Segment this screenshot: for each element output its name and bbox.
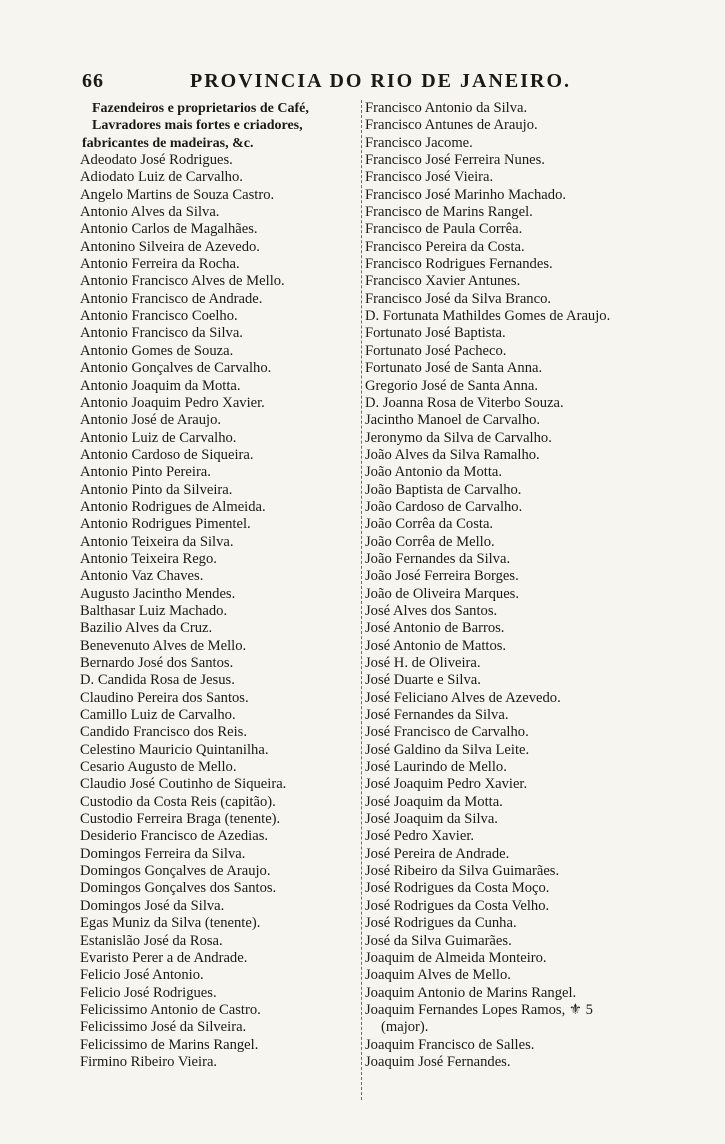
name-entry: Egas Muniz da Silva (tenente). [80, 915, 261, 932]
name-entry: José Ribeiro da Silva Guimarães. [365, 863, 560, 880]
name-entry: Antonio Luiz de Carvalho. [80, 429, 237, 446]
name-entry: Evaristo Perer a de Andrade. [80, 949, 248, 966]
name-entry: Antonio Joaquim da Motta. [80, 377, 241, 394]
name-entry: Francisco de Paula Corrêa. [365, 221, 523, 238]
name-entry: José Rodrigues da Cunha. [365, 915, 517, 932]
left-column [80, 100, 365, 1071]
name-entry: João Cardoso de Carvalho. [365, 498, 523, 515]
name-entry: Joaquim Fernandes Lopes Ramos, ⚜ 5 [365, 1001, 593, 1018]
name-entry: Joaquim José Fernandes. [365, 1053, 511, 1070]
name-entry: D. Fortunata Mathildes Gomes de Araujo. [365, 308, 611, 325]
name-entry: Antonio Ferreira da Rocha. [80, 256, 240, 273]
name-entry: João de Oliveira Marques. [365, 585, 519, 602]
name-entry: Francisco José da Silva Branco. [365, 290, 552, 307]
name-entry: Antonio Teixeira da Silva. [80, 533, 234, 550]
name-entry: José Galdino da Silva Leite. [365, 741, 530, 758]
name-entry: João Corrêa de Mello. [365, 533, 495, 550]
name-entry: Camillo Luiz de Carvalho. [80, 707, 236, 724]
name-entry: José Joaquim da Motta. [365, 793, 503, 810]
name-entry: Francisco Rodrigues Fernandes. [365, 256, 553, 273]
name-entry: Felicissimo José da Silveira. [80, 1019, 247, 1036]
name-entry: Antonio Carlos de Magalhães. [80, 221, 258, 238]
name-entry: Gregorio José de Santa Anna. [365, 377, 539, 394]
name-entry: Joaquim Francisco de Salles. [365, 1036, 535, 1053]
name-entry: Angelo Martins de Souza Castro. [80, 186, 275, 203]
name-entry: Antonio Joaquim Pedro Xavier. [80, 394, 265, 411]
name-entry: Domingos Gonçalves de Araujo. [80, 863, 271, 880]
name-entry: Antonio Gonçalves de Carvalho. [80, 360, 272, 377]
section-heading-line: Fazendeiros e proprietarios de Café, [92, 101, 309, 116]
name-entry: José Joaquim da Silva. [365, 811, 498, 828]
name-entry: Antonio Pinto Pereira. [80, 464, 211, 481]
name-entry: Francisco Jacome. [365, 134, 473, 151]
name-entry: Bernardo José dos Santos. [80, 655, 234, 671]
name-entry: Antonio José de Araujo. [80, 412, 222, 429]
name-entry: João Corrêa da Costa. [365, 516, 494, 533]
name-entry: Celestino Mauricio Quintanilha. [80, 741, 269, 758]
name-entry: Adeodato José Rodrigues. [80, 152, 233, 169]
name-entry: José Antonio de Barros. [365, 620, 505, 637]
name-entry: Domingos Gonçalves dos Santos. [80, 880, 277, 897]
name-entry: João Fernandes da Silva. [365, 550, 511, 567]
name-entry: Fortunato José Pacheco. [365, 342, 507, 359]
section-heading-line: fabricantes de madeiras, &c. [82, 135, 254, 151]
name-entry: João Alves da Silva Ramalho. [365, 446, 540, 463]
name-entry: Joaquim de Almeida Monteiro. [365, 949, 547, 966]
section-heading [80, 100, 365, 152]
name-entry: José Rodrigues da Costa Velho. [365, 897, 550, 914]
name-entry: José Laurindo de Mello. [365, 759, 507, 776]
name-entry: Francisco José Vieira. [365, 169, 494, 186]
name-entry: Claudio José Coutinho de Siqueira. [80, 776, 287, 793]
name-entry: Antonio Vaz Chaves. [80, 568, 204, 585]
page-header [82, 70, 642, 100]
name-entry: José Antonio de Mattos. [365, 637, 507, 654]
name-entry: José da Silva Guimarães. [365, 932, 512, 949]
name-entry: Jeronymo da Silva de Carvalho. [365, 429, 552, 446]
page-number: 66 [82, 70, 104, 92]
name-entry: D. Candida Rosa de Jesus. [80, 672, 235, 689]
name-entry: Antonio Rodrigues de Almeida. [80, 498, 266, 515]
name-entry: José Duarte e Silva. [365, 672, 481, 689]
right-column [365, 100, 665, 1071]
name-entry: Francisco de Marins Rangel. [365, 204, 533, 221]
name-entry: José Pereira de Andrade. [365, 845, 510, 862]
name-entry: José Alves dos Santos. [365, 602, 498, 619]
name-entry: Bazilio Alves da Cruz. [80, 620, 213, 637]
name-entry: José H. de Oliveira. [365, 655, 481, 671]
name-entry: Francisco Pereira da Costa. [365, 238, 525, 255]
name-entry: João José Ferreira Borges. [365, 568, 519, 585]
name-entry: Felicio José Antonio. [80, 967, 204, 984]
name-entry: Felicissimo de Marins Rangel. [80, 1036, 259, 1053]
name-entry: Francisco Antonio da Silva. [365, 100, 528, 116]
name-entry: Fortunato José Baptista. [365, 325, 506, 342]
name-entry: Cesario Augusto de Mello. [80, 759, 237, 776]
name-entry: Antonio Rodrigues Pimentel. [80, 516, 251, 533]
name-entry: José Rodrigues da Costa Moço. [365, 880, 550, 897]
name-entry: Custodio Ferreira Braga (tenente). [80, 811, 281, 828]
right-name-list [365, 100, 665, 1071]
name-entry: Antonio Pinto da Silveira. [80, 481, 233, 498]
name-entry: Antonio Teixeira Rego. [80, 550, 217, 567]
name-entry: Joaquim Alves de Mello. [365, 967, 511, 984]
name-entry: Domingos Ferreira da Silva. [80, 845, 246, 862]
name-entry: Firmino Ribeiro Vieira. [80, 1053, 218, 1070]
name-entry: Antonio Alves da Silva. [80, 204, 220, 221]
running-title: PROVINCIA DO RIO DE JANEIRO. [190, 70, 572, 92]
name-entry: Felicissimo Antonio de Castro. [80, 1001, 261, 1018]
name-entry: Domingos José da Silva. [80, 897, 225, 914]
name-entry: Antonino Silveira de Azevedo. [80, 238, 260, 255]
name-entry: Estanislão José da Rosa. [80, 932, 223, 949]
name-entry: Antonio Cardoso de Siqueira. [80, 446, 254, 463]
name-entry: Fortunato José de Santa Anna. [365, 360, 543, 377]
name-entry: José Pedro Xavier. [365, 828, 475, 845]
name-entry: Candido Francisco dos Reis. [80, 724, 248, 741]
name-entry: Antonio Gomes de Souza. [80, 342, 234, 359]
name-entry: Desiderio Francisco de Azedias. [80, 828, 269, 845]
name-entry: Benevenuto Alves de Mello. [80, 637, 247, 654]
name-entry: Claudino Pereira dos Santos. [80, 689, 249, 706]
name-entry: Jacintho Manoel de Carvalho. [365, 412, 541, 429]
left-name-list [80, 152, 365, 1071]
name-entry: Antonio Francisco Coelho. [80, 308, 238, 325]
name-entry: Balthasar Luiz Machado. [80, 602, 228, 619]
name-entry: Antonio Francisco Alves de Mello. [80, 273, 285, 290]
name-entry: José Francisco de Carvalho. [365, 724, 529, 741]
name-entry: João Baptista de Carvalho. [365, 481, 522, 498]
name-entry: Augusto Jacintho Mendes. [80, 585, 236, 602]
name-entry: José Fernandes da Silva. [365, 707, 509, 724]
name-entry: Francisco Xavier Antunes. [365, 273, 521, 290]
name-entry: Joaquim Antonio de Marins Rangel. [365, 984, 577, 1001]
name-entry: Felicio José Rodrigues. [80, 984, 217, 1001]
name-entry: Francisco José Marinho Machado. [365, 186, 567, 203]
name-entry: Adiodato Luiz de Carvalho. [80, 169, 243, 186]
name-entry: (major). [381, 1019, 429, 1036]
name-entry: Francisco Antunes de Araujo. [365, 117, 538, 134]
name-entry: João Antonio da Motta. [365, 464, 503, 481]
name-entry: José Joaquim Pedro Xavier. [365, 776, 528, 793]
name-entry: José Feliciano Alves de Azevedo. [365, 689, 561, 706]
name-entry: Antonio Francisco de Andrade. [80, 290, 263, 307]
name-entry: Francisco José Ferreira Nunes. [365, 152, 545, 169]
name-entry: Custodio da Costa Reis (capitão). [80, 793, 276, 810]
name-entry: D. Joanna Rosa de Viterbo Souza. [365, 394, 564, 411]
name-entry: Antonio Francisco da Silva. [80, 325, 243, 342]
section-heading-line: Lavradores mais fortes e criadores, [92, 118, 303, 134]
